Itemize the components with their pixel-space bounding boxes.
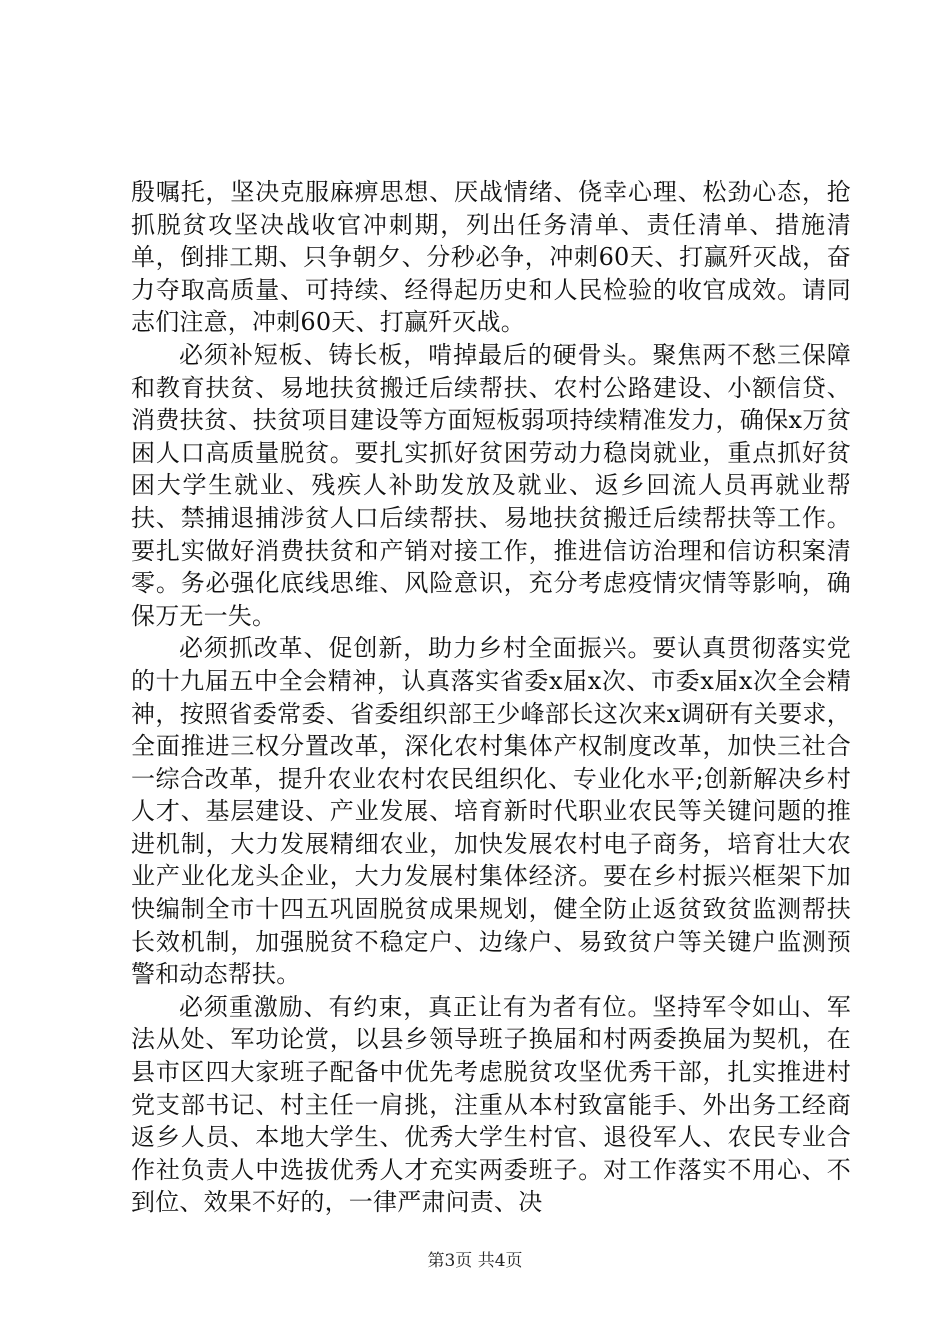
paragraph-3: 必须抓改革、促创新，助力乡村全面振兴。要认真贯彻落实党的十九届五中全会精神，认真落实省委x届x次、市委x届x次全会精神，按照省委常委、省委组织部王少峰部长这次来x调研有关要求，全面推进三权分置改革，深化农村集体产权制度改革，加快三社合一综合改革，提升农业农村农民组织化、专业化水平;创新解决乡村人才、基层建设、产业发展、培育新时代职业农民等关键问题的推进机制，大力发展精细农业，加快发展农村电子商务，培育壮大农业产业化龙头企业，大力发展村集体经济。要在乡村振兴框架下加快编制全市十四五巩固脱贫成果规划，健全防止返贫致贫监测帮扶长效机制，加强脱贫不稳定户、边缘户、易致贫户等关键户监测预警和动态帮扶。 [131,634,851,989]
paragraph-4: 必须重激励、有约束，真正让有为者有位。坚持军令如山、军法从处、军功论赏，以县乡领导班子换届和村两委换届为契机，在县市区四大家班子配备中优先考虑脱贫攻坚优秀干部，扎实推进村党支部书记、村主任一肩挑，注重从本村致富能手、外出务工经商返乡人员、本地大学生、优秀大学生村官、退役军人、农民专业合作社负责人中选拔优秀人才充实两委班子。对工作落实不用心、不到位、效果不好的，一律严肃问责、决 [131,992,851,1217]
page-number-footer: 第3页 共4页 [427,1251,523,1271]
paragraph-1: 殷嘱托，坚决克服麻痹思想、厌战情绪、侥幸心理、松劲心态，抢抓脱贫攻坚决战收官冲刺期，列出任务清单、责任清单、措施清单，倒排工期、只争朝夕、分秒必争，冲刺60天、打赢歼灭战，奋力夺取高质量、可持续、经得起历史和人民检验的收官成效。请同志们注意，冲刺60天、打赢歼灭战。 [131,178,851,337]
paragraph-2: 必须补短板、铸长板，啃掉最后的硬骨头。聚焦两不愁三保障和教育扶贫、易地扶贫搬迁后续帮扶、农村公路建设、小额信贷、消费扶贫、扶贫项目建设等方面短板弱项持续精准发力，确保x万贫困人口高质量脱贫。要扎实抓好贫困劳动力稳岗就业，重点抓好贫困大学生就业、残疾人补助发放及就业、返乡回流人员再就业帮扶、禁捕退捕涉贫人口后续帮扶、易地扶贫搬迁后续帮扶等工作。要扎实做好消费扶贫和产销对接工作，推进信访治理和信访积案清零。务必强化底线思维、风险意识，充分考虑疫情灾情等影响，确保万无一失。 [131,340,851,630]
document-body [131,176,851,1219]
